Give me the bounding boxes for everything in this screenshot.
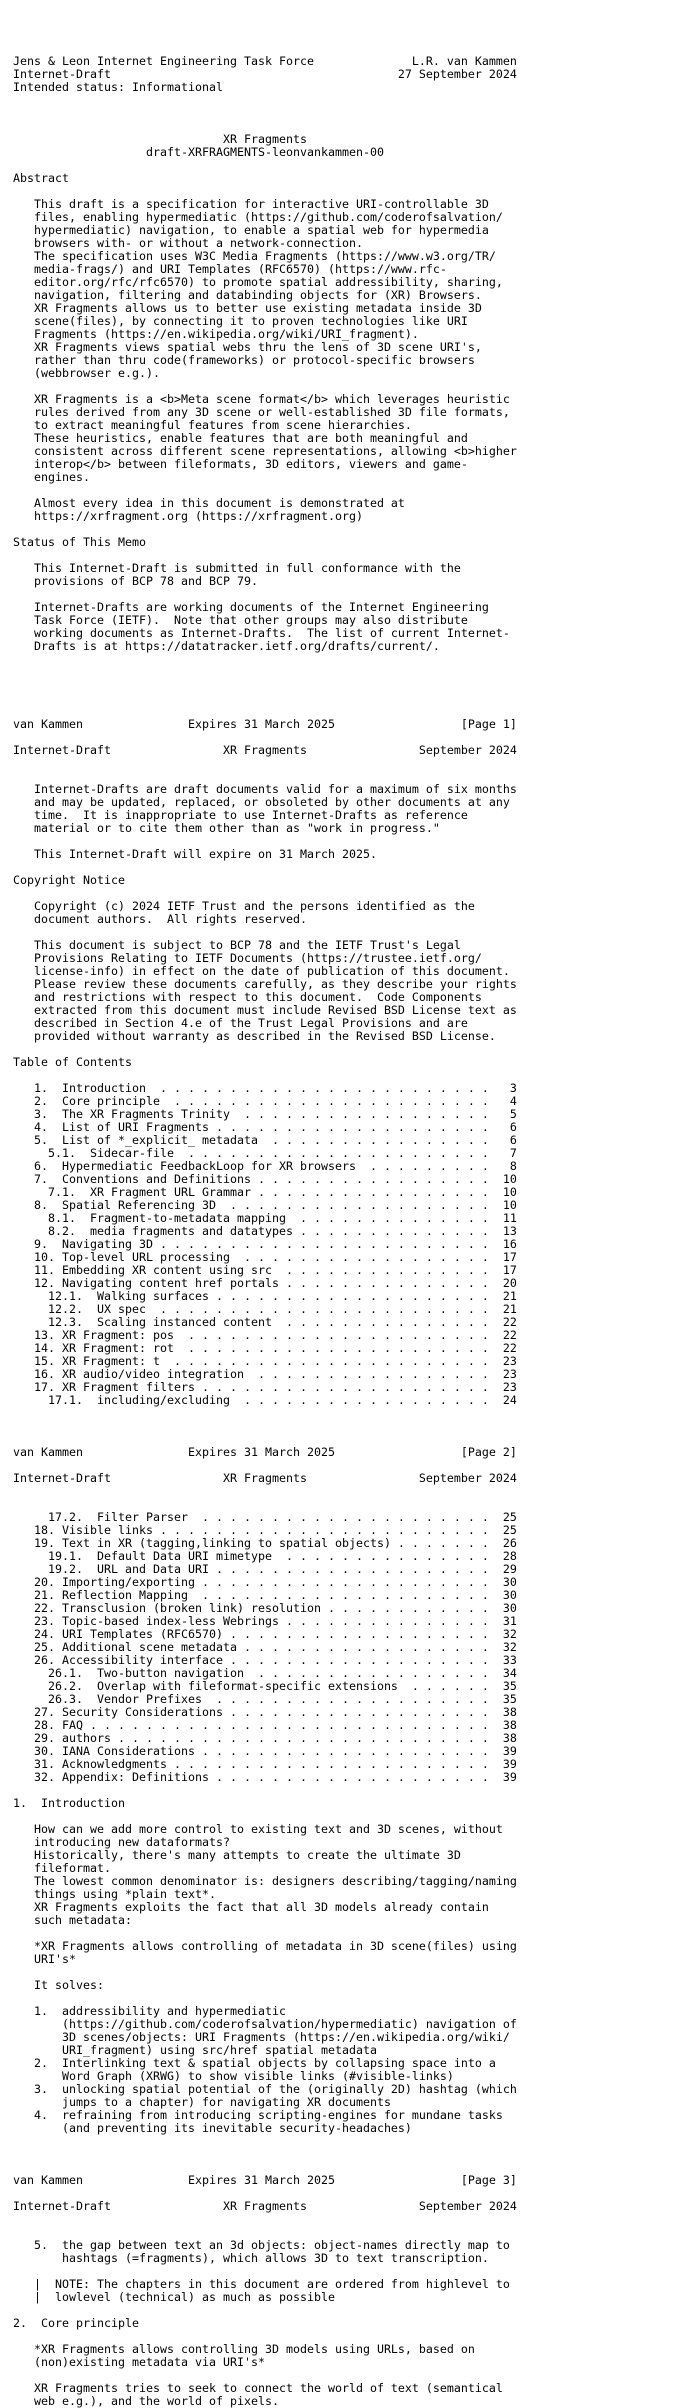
- doc-line: 1. Introduction: [13, 1796, 125, 1810]
- doc-line: URI_fragment) using src/href spatial metadata: [13, 2043, 377, 2057]
- doc-line: [13, 2213, 700, 2226]
- doc-line: 26.1. Two-button navigation . . . . . . . . . . . . . . . . . 34: [13, 1666, 517, 1680]
- doc-line: 14. XR Fragment: rot . . . . . . . . . . . . . . . . . . . . . . 22: [13, 1341, 517, 1355]
- doc-line: Internet-Draft XR Fragments September 2024: [13, 2199, 517, 2213]
- doc-line: This document is subject to BCP 78 and the IETF Trust's Legal: [13, 938, 461, 952]
- doc-line: 13. XR Fragment: pos . . . . . . . . . . . . . . . . . . . . . . 22: [13, 1328, 517, 1342]
- doc-line: 30. IANA Considerations . . . . . . . . . . . . . . . . . . . . . 39: [13, 1744, 517, 1758]
- doc-line: 8.2. media fragments and datatypes . . . . . . . . . . . . . . 13: [13, 1224, 517, 1238]
- doc-line: (and preventing its inevitable security-headaches): [13, 2121, 412, 2135]
- doc-line: document authors. All rights reserved.: [13, 912, 307, 926]
- doc-line: editor.org/rfc/rfc6570) to promote spatial addressibility, sharing,: [13, 275, 503, 289]
- doc-line: [13, 1420, 700, 1433]
- doc-line: [13, 653, 700, 666]
- doc-line: navigation, filtering and databinding objects for (XR) Browsers.: [13, 288, 482, 302]
- doc-line: 1. addressibility and hypermediatic: [13, 2004, 286, 2018]
- doc-line: [13, 1407, 700, 1420]
- doc-line: Task Force (IETF). Note that other groups may also distribute: [13, 613, 468, 627]
- doc-line: files, enabling hypermediatic (https://github.com/coderofsalvation/: [13, 210, 503, 224]
- doc-line: [13, 2148, 700, 2161]
- doc-line: https://xrfragment.org (https://xrfragment.org): [13, 509, 363, 523]
- doc-line: How can we add more control to existing text and 3D scenes, without: [13, 1822, 503, 1836]
- doc-line: such metadata:: [13, 1913, 132, 1927]
- doc-line: 4. List of URI Fragments . . . . . . . . . . . . . . . . . . . . 6: [13, 1120, 517, 1134]
- doc-line: These heuristics, enable features that are both meaningful and: [13, 431, 468, 445]
- doc-line: Word Graph (XRWG) to show visible links (#visible-links): [13, 2069, 454, 2083]
- doc-line: Status of This Memo: [13, 535, 146, 549]
- doc-line: van Kammen Expires 31 March 2025 [Page 3]: [13, 2173, 517, 2187]
- doc-line: (non)existing metadata via URI's*: [13, 2355, 265, 2369]
- doc-line: web e.g.), and the world of pixels.: [13, 2394, 279, 2408]
- doc-line: [13, 107, 700, 120]
- doc-line: 21. Reflection Mapping . . . . . . . . . . . . . . . . . . . . . 30: [13, 1588, 517, 1602]
- doc-line: XR Fragments exploits the fact that all 3D models already contain: [13, 1900, 489, 1914]
- doc-line: 11. Embedding XR content using src . . . . . . . . . . . . . . . 17: [13, 1263, 517, 1277]
- doc-line: Jens & Leon Internet Engineering Task Force L.R. van Kammen: [13, 54, 517, 68]
- doc-line: draft-XRFRAGMENTS-leonvankammen-00: [13, 145, 384, 159]
- doc-line: The lowest common denominator is: designers describing/tagging/naming: [13, 1874, 517, 1888]
- doc-line: 3D scenes/objects: URI Fragments (https://en.wikipedia.org/wiki/: [13, 2030, 510, 2044]
- doc-line: 19.1. Default Data URI mimetype . . . . . . . . . . . . . . . 28: [13, 1549, 517, 1563]
- doc-line: [13, 692, 700, 705]
- doc-line: 29. authors . . . . . . . . . . . . . . . . . . . . . . . . . . . 38: [13, 1731, 517, 1745]
- doc-line: working documents as Internet-Drafts. The list of current Internet-: [13, 626, 510, 640]
- doc-line: 28. FAQ . . . . . . . . . . . . . . . . . . . . . . . . . . . . . 38: [13, 1718, 517, 1732]
- doc-line: *XR Fragments allows controlling of metadata in 3D scene(files) using: [13, 1939, 517, 1953]
- doc-line: browsers with- or without a network-connection.: [13, 236, 363, 250]
- doc-line: [13, 1485, 700, 1498]
- doc-line: 32. Appendix: Definitions . . . . . . . . . . . . . . . . . . . . 39: [13, 1770, 517, 1784]
- doc-line: 31. Acknowledgments . . . . . . . . . . . . . . . . . . . . . . . 39: [13, 1757, 517, 1771]
- doc-line: fileformat.: [13, 1861, 111, 1875]
- doc-line: XR Fragments views spatial webs thru the lens of 3D scene URI's,: [13, 340, 482, 354]
- doc-line: Please review these documents carefully, as they describe your rights: [13, 977, 517, 991]
- doc-line: XR Fragments tries to seek to connect the world of text (semantical: [13, 2381, 503, 2395]
- doc-line: rather than thru code(frameworks) or protocol-specific browsers: [13, 353, 475, 367]
- doc-line: [13, 666, 700, 679]
- doc-line: Internet-Drafts are working documents of the Internet Engineering: [13, 600, 489, 614]
- doc-line: 7.1. XR Fragment URL Grammar . . . . . . . . . . . . . . . . . 10: [13, 1185, 517, 1199]
- doc-line: This draft is a specification for interactive URI-controllable 3D: [13, 197, 489, 211]
- doc-line: 18. Visible links . . . . . . . . . . . . . . . . . . . . . . . . 25: [13, 1523, 517, 1537]
- doc-line: 1. Introduction . . . . . . . . . . . . . . . . . . . . . . . . 3: [13, 1081, 517, 1095]
- doc-line: 3. unlocking spatial potential of the (originally 2D) hashtag (which: [13, 2082, 517, 2096]
- doc-line: scene(files), by connecting it to proven technologies like URI: [13, 314, 468, 328]
- doc-line: 8. Spatial Referencing 3D . . . . . . . . . . . . . . . . . . . 10: [13, 1198, 517, 1212]
- doc-line: 12.3. Scaling instanced content . . . . . . . . . . . . . . . 22: [13, 1315, 517, 1329]
- doc-line: to extract meaningful features from scene hierarchies.: [13, 418, 412, 432]
- doc-line: Internet-Drafts are draft documents valid for a maximum of six months: [13, 782, 517, 796]
- doc-line: introducing new dataformats?: [13, 1835, 230, 1849]
- doc-line: The specification uses W3C Media Fragments (https://www.w3.org/TR/: [13, 249, 496, 263]
- doc-line: [13, 2135, 700, 2148]
- doc-line: 3. The XR Fragments Trinity . . . . . . . . . . . . . . . . . . 5: [13, 1107, 517, 1121]
- doc-line: 22. Transclusion (broken link) resolution . . . . . . . . . . . . 30: [13, 1601, 517, 1615]
- doc-line: van Kammen Expires 31 March 2025 [Page 2]: [13, 1445, 517, 1459]
- doc-line: 16. XR audio/video integration . . . . . . . . . . . . . . . . . 23: [13, 1367, 517, 1381]
- doc-line: 20. Importing/exporting . . . . . . . . . . . . . . . . . . . . . 30: [13, 1575, 517, 1589]
- doc-line: Copyright Notice: [13, 873, 125, 887]
- doc-line: 9. Navigating 3D . . . . . . . . . . . . . . . . . . . . . . . . 16: [13, 1237, 517, 1251]
- doc-line: material or to cite them other than as "work in progress.": [13, 821, 440, 835]
- doc-line: 5.1. Sidecar-file . . . . . . . . . . . . . . . . . . . . . . 7: [13, 1146, 517, 1160]
- doc-line: Historically, there's many attempts to create the ultimate 3D: [13, 1848, 461, 1862]
- doc-line: 5. the gap between text an 3d objects: object-names directly map to: [13, 2238, 510, 2252]
- doc-line: 26.3. Vendor Prefixes . . . . . . . . . . . . . . . . . . . . 35: [13, 1692, 517, 1706]
- doc-line: and restrictions with respect to this document. Code Components: [13, 990, 482, 1004]
- doc-line: Abstract: [13, 171, 69, 185]
- doc-line: Internet-Draft XR Fragments September 2024: [13, 743, 517, 757]
- doc-line: rules derived from any 3D scene or well-established 3D file formats,: [13, 405, 510, 419]
- doc-line: XR Fragments allows us to better use existing metadata inside 3D: [13, 301, 482, 315]
- doc-line: | lowlevel (technical) as much as possible: [13, 2290, 335, 2304]
- doc-line: 15. XR Fragment: t . . . . . . . . . . . . . . . . . . . . . . . 23: [13, 1354, 517, 1368]
- doc-line: extracted from this document must include Revised BSD License text as: [13, 1003, 517, 1017]
- doc-line: time. It is inappropriate to use Internet-Drafts as reference: [13, 808, 468, 822]
- doc-line: Internet-Draft 27 September 2024: [13, 67, 517, 81]
- doc-line: Provisions Relating to IETF Documents (https://trustee.ietf.org/: [13, 951, 482, 965]
- doc-line: 25. Additional scene metadata . . . . . . . . . . . . . . . . . . 32: [13, 1640, 517, 1654]
- doc-line: [13, 1966, 700, 1979]
- doc-line: Table of Contents: [13, 1055, 132, 1069]
- doc-line: 2. Core principle: [13, 2316, 139, 2330]
- doc-line: interop</b> between fileformats, 3D editors, viewers and game-: [13, 457, 468, 471]
- doc-line: [13, 94, 700, 107]
- doc-line: and may be updated, replaced, or obsoleted by other documents at any: [13, 795, 510, 809]
- doc-line: 23. Topic-based index-less Webrings . . . . . . . . . . . . . . . 31: [13, 1614, 517, 1628]
- doc-line: van Kammen Expires 31 March 2025 [Page 1]: [13, 717, 517, 731]
- doc-line: (https://github.com/coderofsalvation/hypermediatic) navigation of: [13, 2017, 517, 2031]
- doc-line: Drafts is at https://datatracker.ietf.org/drafts/current/.: [13, 639, 440, 653]
- doc-line: 12.1. Walking surfaces . . . . . . . . . . . . . . . . . . . . 21: [13, 1289, 517, 1303]
- doc-line: 12. Navigating content href portals . . . . . . . . . . . . . . . 20: [13, 1276, 517, 1290]
- doc-line: [13, 679, 700, 692]
- doc-line: 26.2. Overlap with fileformat-specific extensions . . . . . . 35: [13, 1679, 517, 1693]
- doc-line: 27. Security Considerations . . . . . . . . . . . . . . . . . . . 38: [13, 1705, 517, 1719]
- doc-line: 17. XR Fragment filters . . . . . . . . . . . . . . . . . . . . . 23: [13, 1380, 517, 1394]
- doc-line: Fragments (https://en.wikipedia.org/wiki/URI_fragment).: [13, 327, 419, 341]
- doc-line: provisions of BCP 78 and BCP 79.: [13, 574, 258, 588]
- doc-line: 7. Conventions and Definitions . . . . . . . . . . . . . . . . . 10: [13, 1172, 517, 1186]
- doc-line: engines.: [13, 470, 90, 484]
- doc-line: jumps to a chapter) for navigating XR documents: [13, 2095, 391, 2109]
- doc-line: [13, 757, 700, 770]
- doc-line: It solves:: [13, 1978, 104, 1992]
- doc-line: [13, 159, 700, 172]
- doc-line: XR Fragments: [13, 132, 307, 146]
- document-text: [13, 55, 700, 2408]
- doc-line: 24. URI Templates (RFC6570) . . . . . . . . . . . . . . . . . . . 32: [13, 1627, 517, 1641]
- doc-line: (webbrowser e.g.).: [13, 366, 160, 380]
- doc-line: 2. Core principle . . . . . . . . . . . . . . . . . . . . . . . 4: [13, 1094, 517, 1108]
- doc-line: media-frags/) and URI Templates (RFC6570) (https://www.rfc-: [13, 262, 447, 276]
- doc-line: 17.2. Filter Parser . . . . . . . . . . . . . . . . . . . . . 25: [13, 1510, 517, 1524]
- doc-line: 26. Accessibility interface . . . . . . . . . . . . . . . . . . . 33: [13, 1653, 517, 1667]
- doc-line: license-info) in effect on the date of publication of this document.: [13, 964, 510, 978]
- doc-line: 17.1. including/excluding . . . . . . . . . . . . . . . . . . 24: [13, 1393, 517, 1407]
- doc-line: hypermediatic) navigation, to enable a spatial web for hypermedia: [13, 223, 489, 237]
- doc-line: hashtags (=fragments), which allows 3D to text transcription.: [13, 2251, 489, 2265]
- doc-line: Almost every idea in this document is demonstrated at: [13, 496, 405, 510]
- doc-line: | NOTE: The chapters in this document are ordered from highlevel to: [13, 2277, 510, 2291]
- doc-line: URI's*: [13, 1952, 76, 1966]
- doc-line: 12.2. UX spec . . . . . . . . . . . . . . . . . . . . . . . . 21: [13, 1302, 517, 1316]
- doc-line: 6. Hypermediatic FeedbackLoop for XR browsers . . . . . . . . . 8: [13, 1159, 517, 1173]
- doc-line: 4. refraining from introducing scripting-engines for mundane tasks: [13, 2108, 503, 2122]
- doc-line: 5. List of *_explicit_ metadata . . . . . . . . . . . . . . . . 6: [13, 1133, 517, 1147]
- doc-line: *XR Fragments allows controlling 3D models using URLs, based on: [13, 2342, 475, 2356]
- doc-line: Intended status: Informational: [13, 80, 223, 94]
- doc-line: Copyright (c) 2024 IETF Trust and the persons identified as the: [13, 899, 475, 913]
- doc-line: This Internet-Draft will expire on 31 March 2025.: [13, 847, 377, 861]
- doc-line: Internet-Draft XR Fragments September 2024: [13, 1471, 517, 1485]
- doc-line: consistent across different scene representations, allowing <b>higher: [13, 444, 517, 458]
- doc-line: described in Section 4.e of the Trust Legal Provisions and are: [13, 1016, 468, 1030]
- doc-line: 19. Text in XR (tagging,linking to spatial objects) . . . . . . . 26: [13, 1536, 517, 1550]
- doc-line: things using *plain text*.: [13, 1887, 216, 1901]
- doc-line: 8.1. Fragment-to-metadata mapping . . . . . . . . . . . . . . 11: [13, 1211, 517, 1225]
- doc-line: XR Fragments is a <b>Meta scene format</b> which leverages heuristic: [13, 392, 510, 406]
- doc-line: 19.2. URL and Data URI . . . . . . . . . . . . . . . . . . . . 29: [13, 1562, 517, 1576]
- doc-line: provided without warranty as described in the Revised BSD License.: [13, 1029, 496, 1043]
- doc-line: This Internet-Draft is submitted in full conformance with the: [13, 561, 461, 575]
- doc-line: 2. Interlinking text & spatial objects by collapsing space into a: [13, 2056, 496, 2070]
- doc-line: 10. Top-level URL processing . . . . . . . . . . . . . . . . . . 17: [13, 1250, 517, 1264]
